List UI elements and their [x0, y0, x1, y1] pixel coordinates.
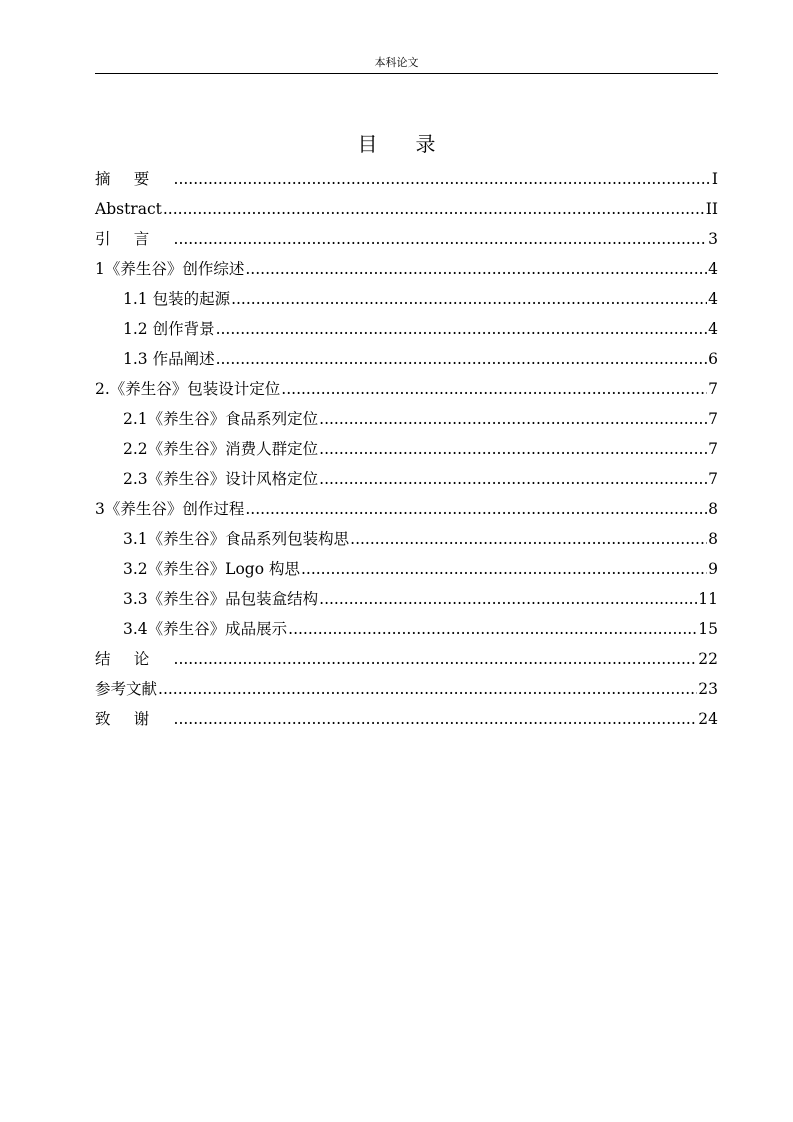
toc-entry-label: 3.4《养生谷》成品展示	[123, 620, 288, 638]
toc-dot-leader	[245, 254, 707, 284]
toc-entry-page: 4	[708, 260, 718, 278]
toc-title: 目录	[357, 132, 474, 156]
toc-entry-section-1-3[interactable]	[95, 344, 718, 374]
toc-entry-page: 4	[708, 320, 718, 338]
toc-dot-leader	[288, 614, 697, 644]
toc-entry-page: 7	[708, 410, 718, 428]
toc-entry-label: 1.1 包装的起源	[123, 290, 231, 308]
toc-entry-section-3-3[interactable]	[95, 584, 718, 614]
toc-entry-label: 2.2《养生谷》消费人群定位	[123, 440, 319, 458]
toc-dot-leader	[319, 434, 707, 464]
running-header: 本科论文	[374, 56, 419, 69]
toc-entry-page: 7	[708, 440, 718, 458]
toc-dot-leader	[350, 524, 707, 554]
toc-dot-leader	[158, 674, 697, 704]
toc-entry-label: 2.3《养生谷》设计风格定位	[123, 470, 319, 488]
toc-entry-page: 23	[698, 680, 718, 698]
toc-entry-label: 3《养生谷》创作过程	[95, 500, 245, 518]
toc-entry-acknowledgements[interactable]	[95, 704, 718, 734]
toc-entry-page: 3	[708, 230, 718, 248]
toc-entry-label: 3.2《养生谷》Logo 构思	[123, 560, 300, 578]
toc-entry-chapter-1[interactable]	[95, 254, 718, 284]
toc-entry-page: 7	[708, 470, 718, 488]
toc-entry-page: 15	[698, 620, 718, 638]
toc-dot-leader	[319, 404, 707, 434]
toc-entry-label: Abstract	[95, 200, 162, 218]
toc-entry-section-2-1[interactable]	[95, 404, 718, 434]
toc-entry-label: 摘要	[95, 170, 173, 188]
toc-dot-leader	[281, 374, 707, 404]
toc-dot-leader	[174, 644, 698, 674]
table-of-contents	[95, 164, 718, 734]
toc-entry-label: 致谢	[95, 710, 173, 728]
toc-entry-section-2-2[interactable]	[95, 434, 718, 464]
toc-entry-section-3-4[interactable]	[95, 614, 718, 644]
toc-entry-page: 7	[708, 380, 718, 398]
toc-entry-page: 6	[708, 350, 718, 368]
toc-dot-leader	[174, 704, 698, 734]
toc-entry-label: 引言	[95, 230, 173, 248]
toc-dot-leader	[231, 284, 707, 314]
header-divider	[95, 73, 718, 74]
toc-entry-label: 2.1《养生谷》食品系列定位	[123, 410, 319, 428]
toc-entry-page: 22	[698, 650, 718, 668]
toc-entry-section-3-1[interactable]	[95, 524, 718, 554]
toc-dot-leader	[174, 224, 708, 254]
toc-dot-leader	[216, 344, 708, 374]
toc-dot-leader	[216, 314, 708, 344]
toc-entry-label: 1《养生谷》创作综述	[95, 260, 245, 278]
toc-entry-label: 参考文献	[95, 680, 158, 698]
toc-entry-chapter-3[interactable]	[95, 494, 718, 524]
toc-entry-page: 9	[708, 560, 718, 578]
toc-entry-label: 3.3《养生谷》品包装盒结构	[123, 590, 319, 608]
toc-entry-label: 3.1《养生谷》食品系列包装构思	[123, 530, 350, 548]
toc-entry-abstract-cn[interactable]	[95, 164, 718, 194]
toc-entry-page: 4	[708, 290, 718, 308]
toc-entry-section-3-2[interactable]	[95, 554, 718, 584]
toc-entry-page: 11	[698, 590, 718, 608]
toc-entry-page: I	[711, 170, 718, 188]
toc-entry-abstract-en[interactable]	[95, 194, 718, 224]
toc-entry-page: 24	[698, 710, 718, 728]
toc-entry-label: 1.3 作品阐述	[123, 350, 215, 368]
toc-entry-section-1-2[interactable]	[95, 314, 718, 344]
toc-dot-leader	[301, 554, 707, 584]
toc-entry-page: 8	[708, 530, 718, 548]
toc-entry-page: 8	[708, 500, 718, 518]
toc-dot-leader	[319, 584, 697, 614]
toc-entry-conclusion[interactable]	[95, 644, 718, 674]
toc-entry-label: 结论	[95, 650, 173, 668]
toc-dot-leader	[174, 164, 711, 194]
toc-entry-label: 2.《养生谷》包装设计定位	[95, 380, 281, 398]
toc-entry-chapter-2[interactable]	[95, 374, 718, 404]
toc-entry-references[interactable]	[95, 674, 718, 704]
toc-dot-leader	[245, 494, 707, 524]
toc-entry-page: II	[705, 200, 718, 218]
toc-entry-label: 1.2 创作背景	[123, 320, 215, 338]
toc-dot-leader	[319, 464, 707, 494]
toc-entry-section-1-1[interactable]	[95, 284, 718, 314]
toc-entry-introduction[interactable]	[95, 224, 718, 254]
toc-entry-section-2-3[interactable]	[95, 464, 718, 494]
toc-dot-leader	[163, 194, 705, 224]
